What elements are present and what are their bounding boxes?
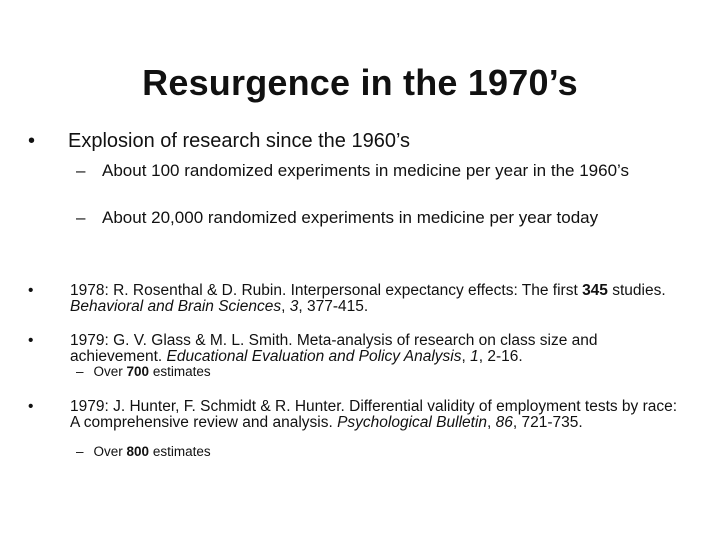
bullet-marker: • xyxy=(28,282,34,299)
journal-pages: , 377-415. xyxy=(298,298,369,315)
reference-text xyxy=(70,283,688,315)
main-bullet-text: Explosion of research since the 1960’s xyxy=(68,130,411,152)
dash-marker: – xyxy=(76,161,86,180)
dash-marker: – xyxy=(76,208,86,227)
dash-marker: – xyxy=(76,444,84,459)
reference-citation: 1978: R. Rosenthal & D. Rubin. Interpersonal expectancy effects: The first xyxy=(70,282,583,299)
note-text: Over xyxy=(93,444,127,459)
reference-citation: 1979: J. Hunter, F. Schmidt & R. Hunter. Differential validity of employment tests by race: A comprehensive review and analysis. xyxy=(70,398,678,431)
journal-volume: 1 xyxy=(470,348,479,365)
journal-volume: 3 xyxy=(289,298,299,315)
reference-3-note xyxy=(76,444,211,460)
note-text: Over xyxy=(93,364,127,379)
journal-name: Psychological Bulletin xyxy=(337,414,488,431)
separator: , xyxy=(281,298,290,315)
estimate-count: 800 xyxy=(126,444,150,459)
dash-marker: – xyxy=(76,364,84,379)
separator: , xyxy=(487,414,496,431)
note-text-end: estimates xyxy=(149,364,211,379)
journal-pages: , 721-735. xyxy=(512,414,583,431)
reference-citation-cont: studies. xyxy=(607,282,666,299)
reference-citation: 1979: G. V. Glass & M. L. Smith. Meta-analysis of research on class size and achievement. xyxy=(70,332,598,365)
bullet-marker: • xyxy=(28,130,36,152)
bullet-marker: • xyxy=(28,332,34,349)
bullet-marker: • xyxy=(28,398,34,415)
subpoint-text: About 100 randomized experiments in medicine per year in the 1960’s xyxy=(102,161,629,180)
journal-volume: 86 xyxy=(495,414,513,431)
note-text-end: estimates xyxy=(149,444,211,459)
slide-title: Resurgence in the 1970’s xyxy=(142,62,578,103)
journal-name: Behavioral and Brain Sciences xyxy=(70,298,282,315)
study-count: 345 xyxy=(582,282,608,299)
journal-name: Educational Evaluation and Policy Analysis xyxy=(166,348,462,365)
subpoint-text: About 20,000 randomized experiments in medicine per year today xyxy=(102,208,599,227)
estimate-count: 700 xyxy=(126,364,150,379)
reference-text xyxy=(70,399,688,431)
journal-pages: , 2-16. xyxy=(478,348,523,365)
reference-2-note xyxy=(76,364,211,380)
reference-text xyxy=(70,333,688,365)
separator: , xyxy=(461,348,471,365)
